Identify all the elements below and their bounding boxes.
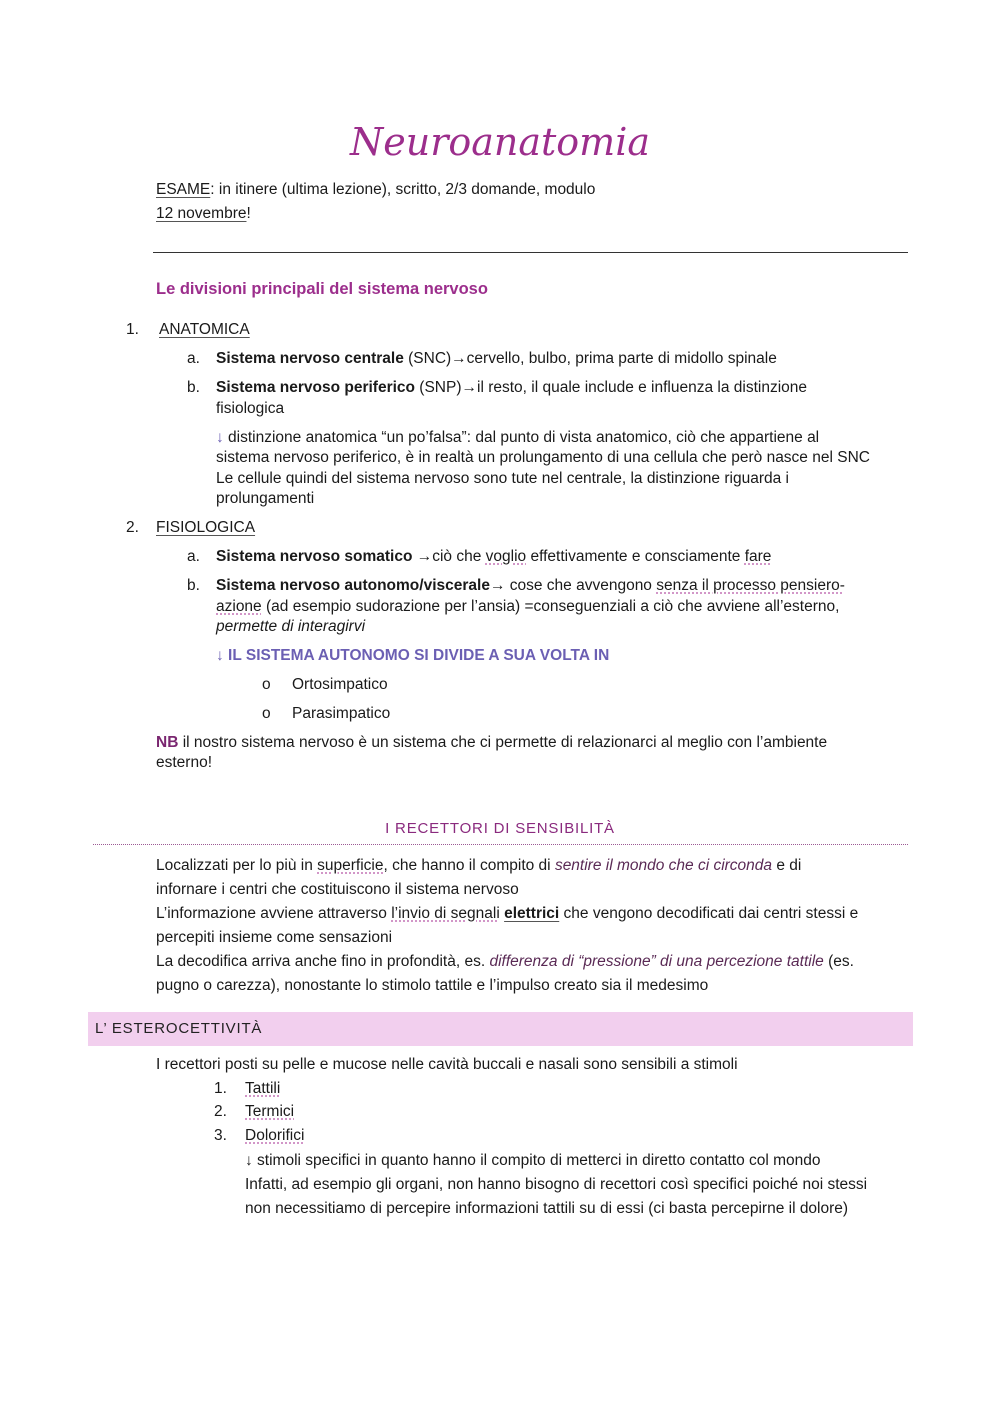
section-heading-recettori: I RECETTORI DI SENSIBILITÀ	[385, 820, 615, 837]
sub-item-autonomo: Sistema nervoso autonomo/viscerale→ cose che avvengono senza il processo pensiero-	[216, 577, 845, 594]
sub-letter: a.	[187, 350, 200, 367]
bullet-parasimpatico: Parasimpatico	[292, 705, 391, 722]
esterocettivita-note: ↓ stimoli specifici in quanto hanno il compito di metterci in diretto contatto col mondo Infatti, ad esempio gli organi, non hanno bisogno di recettori così specifici poiché noi stessi non necessitiamo di percepire informazioni tattili su di essi (ci basta percepirne il dolore)	[245, 1152, 868, 1217]
section-heading-esterocettivita: L’ ESTEROCETTIVITÀ	[95, 1020, 263, 1037]
page-title: Neuroanatomia	[349, 120, 651, 164]
recettori-line6: pugno o carezza), nonostante lo stimolo tattile e l’impulso creato sia il medesimo	[156, 977, 709, 994]
recettori-line5: La decodifica arriva anche fino in profondità, es. differenza di “pressione” di una percezione tattile (es.	[156, 953, 854, 970]
recettori-line1: Localizzati per lo più in superficie, che hanno il compito di sentire il mondo che ci circonda e di	[156, 857, 802, 874]
exam-date-line: 12 novembre!	[156, 205, 251, 222]
nb-line1: NB il nostro sistema nervoso è un sistema che ci permette di relazionarci al meglio con l’ambiente	[156, 734, 828, 751]
divider	[153, 252, 908, 253]
recettori-line2: infornare i centri che costituiscono il sistema nervoso	[156, 881, 519, 898]
recettori-line4: percepiti insieme come sensazioni	[156, 929, 393, 946]
list-number: 1.	[214, 1080, 227, 1097]
sub-item-autonomo-italic: permette di interagirvi	[216, 618, 366, 635]
list-number: 1.	[126, 321, 139, 338]
bullet-icon: o	[262, 676, 271, 693]
esterocettivita-intro: I recettori posti su pelle e mucose nelle cavità buccali e nasali sono sensibili a stimoli	[156, 1056, 738, 1073]
recettori-line3: L’informazione avviene attraverso l’invio di segnali elettrici che vengono decodificati dai centri stessi e	[156, 905, 859, 922]
list-item-fisiologica: FISIOLOGICA	[156, 519, 256, 536]
list-item-dolorifici: Dolorifici	[245, 1127, 305, 1144]
anatomica-note-line1: ↓ distinzione anatomica “un po’falsa”: dal punto di vista anatomico, ciò che appartiene al	[216, 429, 820, 446]
nb-label: NB	[156, 734, 179, 751]
sub-letter: a.	[187, 548, 200, 565]
exam-line	[156, 180, 595, 201]
sub-item-snp: Sistema nervoso periferico (SNP)→il resto, il quale include e influenza la distinzione	[216, 379, 808, 396]
list-item-tattili: Tattili	[245, 1080, 281, 1097]
sub-item-snc: Sistema nervoso centrale (SNC)→cervello, bulbo, prima parte di midollo spinale	[216, 350, 777, 367]
sub-item-somatico: Sistema nervoso somatico →ciò che voglio effettivamente e consciamente fare	[216, 548, 772, 565]
arrow-down-icon: ↓	[216, 647, 224, 664]
list-item-anatomica: ANATOMICA	[159, 321, 250, 338]
anatomica-note-line4: prolungamenti	[216, 490, 315, 507]
dotted-divider	[93, 844, 908, 845]
exam-text: : in itinere (ultima lezione), scritto, 2/3 domande, modulo	[210, 181, 596, 198]
exam-label: ESAME	[156, 181, 211, 198]
sub-letter: b.	[187, 379, 200, 396]
section-heading-divisioni: Le divisioni principali del sistema nervoso	[156, 280, 488, 298]
subdivide-heading: ↓ IL SISTEMA AUTONOMO SI DIVIDE A SUA VOLTA IN	[216, 647, 610, 664]
list-number: 2.	[214, 1103, 227, 1120]
sub-item-snp-cont: fisiologica	[216, 400, 285, 417]
bullet-ortosimpatico: Ortosimpatico	[292, 676, 388, 693]
anatomica-note-line2: sistema nervoso periferico, è in realtà un prolungamento di una cellula che però nasce nel SNC	[216, 449, 870, 466]
recettori-paragraph	[156, 854, 858, 998]
sub-item-autonomo-cont: azione (ad esempio sudorazione per l’ansia) =conseguenziali a ciò che avviene all’esterno,	[216, 598, 840, 615]
section-band-esterocettivita	[88, 1012, 913, 1046]
sub-letter: b.	[187, 577, 200, 594]
arrow-down-icon: ↓	[245, 1152, 253, 1169]
nb-line2: esterno!	[156, 754, 213, 771]
bullet-icon: o	[262, 705, 271, 722]
exam-date: 12 novembre	[156, 205, 247, 222]
list-number: 2.	[126, 519, 139, 536]
list-item-termici: Termici	[245, 1103, 295, 1120]
anatomica-note-line3: Le cellule quindi del sistema nervoso sono tute nel centrale, la distinzione riguarda i	[216, 470, 789, 487]
arrow-down-icon: ↓	[216, 429, 224, 446]
list-number: 3.	[214, 1127, 227, 1144]
